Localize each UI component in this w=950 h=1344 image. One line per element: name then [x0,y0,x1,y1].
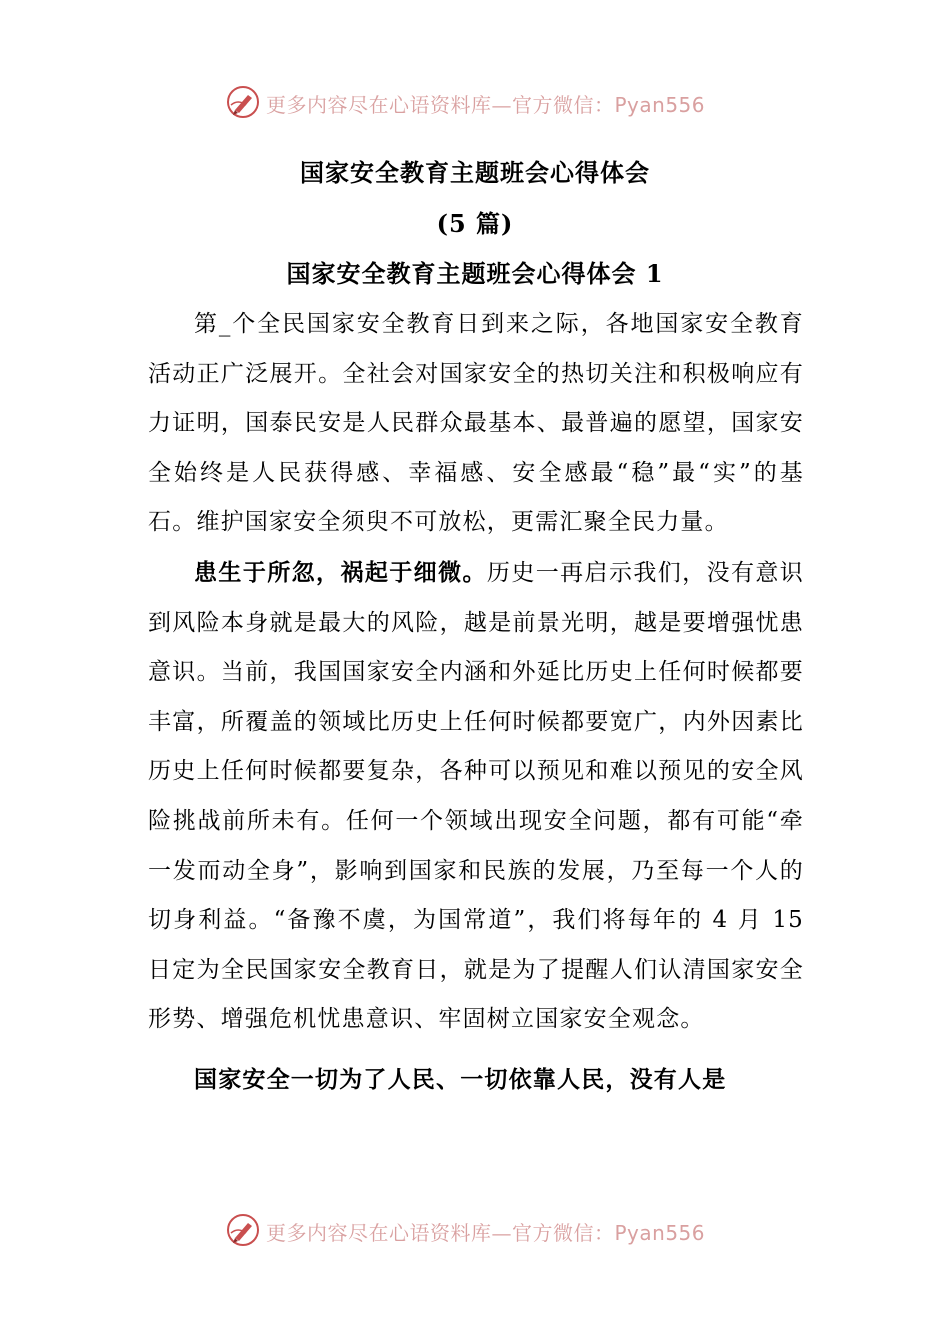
paragraph-text: 第_个全民国家安全教育日到来之际，各地国家安全教育活动正广泛展开。全社会对国家安全的热切关注和积极响应有力证明，国泰民安是人民群众最基本、最普遍的愿望，国家安全始终是人民获得感、幸福感、安全感最“稳”最“实”的基石。维护国家安全须臾不可放松，更需汇聚全民力量。 [148,311,804,536]
pen-logo-icon [226,1213,260,1247]
watermark-text-cn: 更多内容尽在心语资料库—官方微信： [266,93,615,117]
pen-logo-icon [226,85,260,119]
paragraph-lead: 患生于所忽，祸起于细微。 [194,558,487,586]
document-body [148,299,804,1106]
document-count: (5 篇) [436,209,514,238]
paragraph [148,1055,804,1106]
paragraph-text: 历史一再启示我们，没有意识到风险本身就是最大的风险，越是前景光明，越是要增强忧患意识。当前，我国国家安全内涵和外延比历史上任何时候都要丰富，所覆盖的领域比历史上任何时候都要宽广，内外因素比历史上任何时候都要复杂，各种可以预见和难以预见的安全风险挑战前所未有。任何一个领域出现安全问题，都有可能“牵一发而动全身”，影响到国家和民族的发展，乃至每一个人的切身利益。“备豫不虞，为国常道”，我们将每年的 4 月 15 日定为全民国家安全教育日，就是为了提醒人们认清国家安全形势、增强危机忧患意识、牢固树立国家安全观念。 [148,559,804,1033]
watermark-text [266,1217,705,1246]
watermark-text [266,89,705,118]
paragraph [148,548,804,1045]
watermark-wechat-id: Pyan556 [614,93,706,117]
document-title: 国家安全教育主题班会心得体会 [300,158,650,187]
watermark-wechat-id: Pyan556 [614,1221,706,1245]
section-title: 国家安全教育主题班会心得体会 1 [286,259,664,288]
watermark-text-cn: 更多内容尽在心语资料库—官方微信： [266,1221,615,1245]
paragraph-lead: 国家安全一切为了人民、一切依靠人民，没有人是 [194,1065,727,1093]
watermark-banner-bottom [0,1210,950,1250]
paragraph [148,299,804,548]
watermark-banner-top [0,82,950,122]
